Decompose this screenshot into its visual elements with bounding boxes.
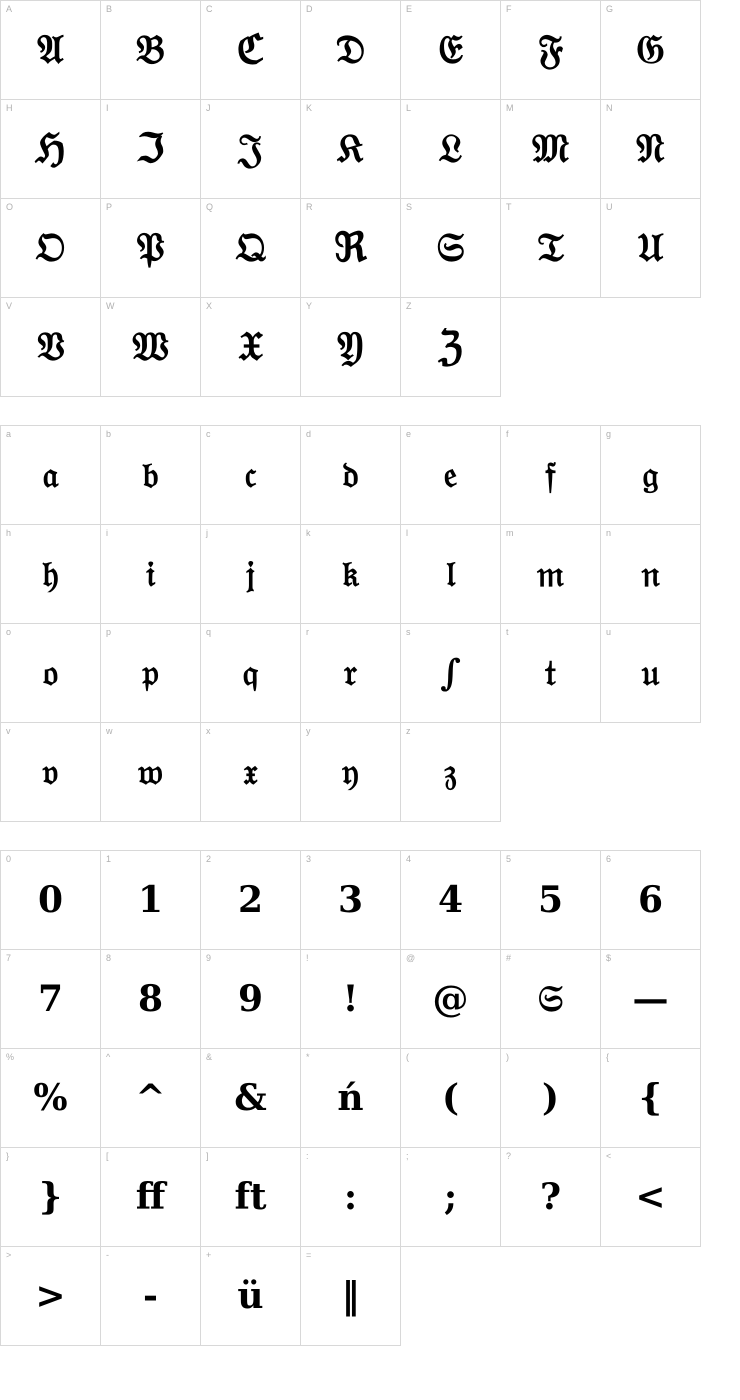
glyph-cell[interactable] [501,199,601,298]
glyph-code-label: F [506,4,512,14]
glyph-code-label: z [406,726,411,736]
glyph-code-label: J [206,103,211,113]
glyph-code-label: I [106,103,109,113]
glyph-code-label: T [506,202,512,212]
glyph-character: 𝔞 [42,454,59,496]
glyph-code-label: V [6,301,13,311]
glyph-cell[interactable] [601,950,701,1049]
glyph-character: 𝔒 [35,224,66,271]
glyph-character: 𝔱 [544,652,557,694]
glyph-code-label: X [206,301,213,311]
glyph-code-label: v [6,726,11,736]
glyph-character: 𝔛 [238,323,263,370]
glyph-code-label: U [606,202,613,212]
glyph-character: ) [541,1077,560,1119]
glyph-cell[interactable] [301,624,401,723]
glyph-cell[interactable] [201,851,301,950]
glyph-character: ^ [135,1077,166,1119]
glyph-code-label: e [406,429,412,439]
glyph-code-label: y [306,726,311,736]
glyph-cell[interactable] [601,426,701,525]
glyph-cell[interactable] [201,1247,301,1346]
glyph-cell[interactable] [401,624,501,723]
glyph-character: @ [432,978,469,1020]
glyph-character: 𝔙 [36,323,65,370]
charmap-grid [0,0,701,397]
empty-cell [501,298,601,397]
glyph-character: ( [441,1077,460,1119]
glyph-code-label: * [306,1052,310,1062]
glyph-cell[interactable] [301,1247,401,1346]
glyph-code-label: - [106,1250,109,1260]
glyph-character: ∫ [440,652,461,694]
glyph-character: & [234,1077,267,1119]
glyph-cell[interactable] [401,950,501,1049]
glyph-character: 𝔢 [443,454,458,496]
glyph-code-label: 9 [206,953,212,963]
glyph-code-label: N [606,103,613,113]
glyph-code-label: d [306,429,312,439]
glyph-cell[interactable] [101,199,201,298]
glyph-code-label: m [506,528,514,538]
glyph-code-label: Q [206,202,214,212]
glyph-cell[interactable] [301,1148,401,1247]
glyph-character: 𝔦 [145,553,156,595]
glyph-cell[interactable] [201,426,301,525]
glyph-character: 1 [137,879,164,921]
glyph-cell[interactable] [401,100,501,199]
glyph-cell[interactable] [601,1,701,100]
glyph-code-label: K [306,103,313,113]
glyph-code-label: x [206,726,211,736]
glyph-character: 𝔐 [532,125,569,172]
glyph-character: { [638,1077,663,1119]
glyph-character: 𝔨 [341,553,360,595]
glyph-character: : [343,1176,358,1218]
glyph-cell[interactable] [601,851,701,950]
glyph-code-label: ] [206,1151,209,1161]
glyph-cell[interactable] [601,199,701,298]
glyph-character: 𝔖 [537,978,564,1020]
glyph-character: 7 [37,978,64,1020]
glyph-code-label: s [406,627,411,637]
empty-cell [601,298,701,397]
glyph-cell[interactable] [1,1049,101,1148]
glyph-character: 𝔣 [545,454,556,496]
glyph-code-label: 1 [106,854,112,864]
glyph-code-label: : [306,1151,309,1161]
glyph-code-label: 4 [406,854,412,864]
glyph-code-label: B [106,4,113,14]
glyph-character: 𝔷 [444,751,457,793]
block-spacer [0,397,740,425]
glyph-cell[interactable] [501,624,601,723]
empty-cell [501,1247,601,1346]
glyph-character: ℜ [334,224,367,271]
glyph-character: 𝔄 [37,26,64,73]
glyph-character: 𝔘 [637,224,664,271]
glyph-character: — [632,978,669,1020]
glyph-character: ℭ [236,26,265,73]
glyph-character: 𝔬 [42,652,58,694]
glyph-cell[interactable] [1,298,101,397]
glyph-character: 𝔯 [344,652,357,694]
glyph-code-label: ! [306,953,309,963]
glyph-code-label: R [306,202,313,212]
glyph-code-label: + [206,1250,212,1260]
glyph-cell[interactable] [601,1049,701,1148]
glyph-cell[interactable] [101,1247,201,1346]
glyph-cell[interactable] [401,1148,501,1247]
glyph-code-label: Z [406,301,412,311]
charmap-block-lowercase [0,425,740,822]
glyph-cell[interactable] [101,298,201,397]
glyph-code-label: f [506,429,509,439]
glyph-cell[interactable] [601,1148,701,1247]
glyph-code-label: l [406,528,408,538]
glyph-cell[interactable] [401,1049,501,1148]
glyph-character: ℨ [438,323,463,370]
glyph-cell[interactable] [201,298,301,397]
glyph-code-label: < [606,1151,612,1161]
glyph-cell[interactable] [501,851,601,950]
glyph-character: 𝔥 [42,553,59,595]
glyph-cell[interactable] [601,100,701,199]
glyph-code-label: $ [606,953,612,963]
glyph-character: 9 [237,978,264,1020]
glyph-character: ft [234,1176,267,1218]
empty-cell [401,1247,501,1346]
glyph-cell[interactable] [201,525,301,624]
glyph-cell[interactable] [501,950,601,1049]
glyph-code-label: ) [506,1052,509,1062]
glyph-code-label: ^ [106,1052,111,1062]
glyph-character: - [143,1275,158,1317]
glyph-code-label: u [606,627,612,637]
glyph-code-label: H [6,103,13,113]
glyph-cell[interactable] [201,100,301,199]
glyph-code-label: b [106,429,112,439]
glyph-code-label: o [6,627,12,637]
glyph-cell[interactable] [301,426,401,525]
glyph-code-label: t [506,627,509,637]
glyph-code-label: ; [406,1151,409,1161]
glyph-code-label: > [6,1250,12,1260]
charmap-block-uppercase [0,0,740,397]
glyph-character: 𝔅 [136,26,165,73]
glyph-cell[interactable] [301,298,401,397]
glyph-character: 𝔶 [342,751,359,793]
glyph-code-label: W [106,301,115,311]
glyph-character: 𝔫 [641,553,660,595]
glyph-code-label: & [206,1052,213,1062]
glyph-code-label: n [606,528,612,538]
glyph-character: 𝔵 [243,751,258,793]
glyph-code-label: ? [506,1151,512,1161]
glyph-character: 𝔤 [642,454,659,496]
glyph-character: 𝔎 [337,125,364,172]
glyph-code-label: 0 [6,854,12,864]
glyph-character: 3 [337,879,364,921]
glyph-cell[interactable] [201,624,301,723]
glyph-cell[interactable] [501,1148,601,1247]
glyph-code-label: 3 [306,854,312,864]
glyph-code-label: D [306,4,313,14]
glyph-code-label: C [206,4,213,14]
glyph-cell[interactable] [401,525,501,624]
glyph-code-label: c [206,429,211,439]
glyph-cell[interactable] [501,1,601,100]
glyph-code-label: 5 [506,854,512,864]
glyph-character: 𝔇 [335,26,366,73]
glyph-cell[interactable] [201,723,301,822]
glyph-cell[interactable] [1,426,101,525]
glyph-character: ‖ [341,1275,360,1317]
glyph-cell[interactable] [1,624,101,723]
empty-cell [601,1247,701,1346]
glyph-code-label: M [506,103,514,113]
glyph-cell[interactable] [301,950,401,1049]
glyph-cell[interactable] [401,851,501,950]
glyph-cell[interactable] [1,525,101,624]
glyph-character: 𝔠 [244,454,257,496]
glyph-cell[interactable] [101,723,201,822]
glyph-code-label: } [6,1151,10,1161]
empty-cell [501,723,601,822]
glyph-character: 𝔡 [342,454,359,496]
glyph-code-label: @ [406,953,416,963]
glyph-code-label: % [6,1052,15,1062]
glyph-code-label: Y [306,301,313,311]
charmap-block-digits-and-symbols [0,850,740,1346]
glyph-cell[interactable] [101,1049,201,1148]
glyph-character: 𝔴 [138,751,163,793]
glyph-code-label: = [306,1250,312,1260]
glyph-cell[interactable] [101,1,201,100]
glyph-character: 𝔟 [142,454,159,496]
glyph-cell[interactable] [1,199,101,298]
glyph-character: 𝔊 [636,26,665,73]
glyph-character: ! [342,978,359,1020]
empty-cell [601,723,701,822]
glyph-cell[interactable] [501,1049,601,1148]
glyph-cell[interactable] [101,624,201,723]
glyph-character: ; [443,1176,458,1218]
glyph-character: } [38,1176,63,1218]
glyph-character: 5 [537,879,564,921]
glyph-character: 𝔧 [245,553,256,595]
glyph-cell[interactable] [201,1049,301,1148]
glyph-cell[interactable] [1,1148,101,1247]
glyph-character: 𝔖 [436,224,465,271]
glyph-cell[interactable] [301,525,401,624]
glyph-character: 𝔈 [438,26,463,73]
glyph-code-label: S [406,202,413,212]
glyph-character: 𝔗 [537,224,564,271]
glyph-cell[interactable] [201,950,301,1049]
glyph-character: 𝔮 [242,652,259,694]
glyph-character: 𝔑 [636,125,665,172]
glyph-character: 𝔏 [438,125,463,172]
glyph-cell[interactable] [101,525,201,624]
charmap-grid [0,425,701,822]
glyph-character: % [33,1077,68,1119]
glyph-cell[interactable] [601,624,701,723]
glyph-cell[interactable] [1,100,101,199]
glyph-code-label: O [6,202,14,212]
glyph-code-label: L [406,103,412,113]
glyph-code-label: r [306,627,309,637]
glyph-cell[interactable] [101,1148,201,1247]
glyph-character: 4 [437,879,464,921]
glyph-cell[interactable] [1,851,101,950]
glyph-cell[interactable] [401,1,501,100]
glyph-character: ? [539,1176,562,1218]
glyph-cell[interactable] [101,851,201,950]
glyph-character: 𝔓 [136,224,165,271]
glyph-character: ń [337,1077,364,1119]
glyph-code-label: p [106,627,112,637]
charmap-grid [0,850,701,1346]
glyph-character: 0 [37,879,64,921]
glyph-cell[interactable] [401,199,501,298]
glyph-character: 𝔜 [337,323,364,370]
glyph-cell[interactable] [1,950,101,1049]
glyph-code-label: 7 [6,953,12,963]
glyph-cell[interactable] [1,723,101,822]
glyph-cell[interactable] [401,426,501,525]
glyph-cell[interactable] [301,199,401,298]
glyph-cell[interactable] [301,1,401,100]
glyph-character: 𝔩 [445,553,456,595]
glyph-cell[interactable] [301,723,401,822]
glyph-character: ff [135,1176,166,1218]
glyph-code-label: { [606,1052,610,1062]
glyph-character: 𝔭 [142,652,159,694]
glyph-code-label: j [206,528,208,538]
glyph-character: 𝔚 [132,323,169,370]
glyph-code-label: h [6,528,12,538]
glyph-cell[interactable] [101,950,201,1049]
glyph-code-label: q [206,627,212,637]
glyph-character: 𝔳 [42,751,59,793]
glyph-cell[interactable] [1,1247,101,1346]
glyph-character: 6 [637,879,664,921]
glyph-code-label: a [6,429,12,439]
glyph-code-label: 8 [106,953,112,963]
glyph-cell[interactable] [501,426,601,525]
glyph-character: < [635,1176,666,1218]
glyph-code-label: [ [106,1151,109,1161]
glyph-character: > [35,1275,66,1317]
glyph-character: 𝔔 [235,224,266,271]
glyph-cell[interactable] [401,723,501,822]
block-spacer [0,822,740,850]
glyph-character: 𝔉 [537,26,564,73]
glyph-cell[interactable] [1,1,101,100]
glyph-code-label: # [506,953,512,963]
glyph-cell[interactable] [301,100,401,199]
glyph-code-label: 2 [206,854,212,864]
glyph-character: 𝔲 [641,652,660,694]
glyph-cell[interactable] [201,1,301,100]
glyph-cell[interactable] [301,1049,401,1148]
glyph-cell[interactable] [501,525,601,624]
glyph-character: 8 [137,978,164,1020]
glyph-cell[interactable] [101,426,201,525]
glyph-character: ü [237,1275,264,1317]
glyph-character: 𝔍 [238,125,263,172]
glyph-code-label: P [106,202,113,212]
glyph-code-label: ( [406,1052,409,1062]
glyph-cell[interactable] [201,199,301,298]
glyph-cell[interactable] [201,1148,301,1247]
glyph-cell[interactable] [101,100,201,199]
glyph-character: ℌ [35,125,66,172]
glyph-character: 2 [237,879,264,921]
glyph-cell[interactable] [301,851,401,950]
glyph-code-label: 6 [606,854,612,864]
glyph-cell[interactable] [601,525,701,624]
glyph-code-label: A [6,4,13,14]
glyph-cell[interactable] [501,100,601,199]
glyph-code-label: g [606,429,612,439]
glyph-character: 𝔪 [536,553,565,595]
glyph-code-label: G [606,4,614,14]
glyph-character: ℑ [136,125,165,172]
glyph-cell[interactable] [401,298,501,397]
glyph-code-label: w [106,726,113,736]
glyph-code-label: k [306,528,311,538]
glyph-code-label: E [406,4,413,14]
glyph-code-label: i [106,528,108,538]
